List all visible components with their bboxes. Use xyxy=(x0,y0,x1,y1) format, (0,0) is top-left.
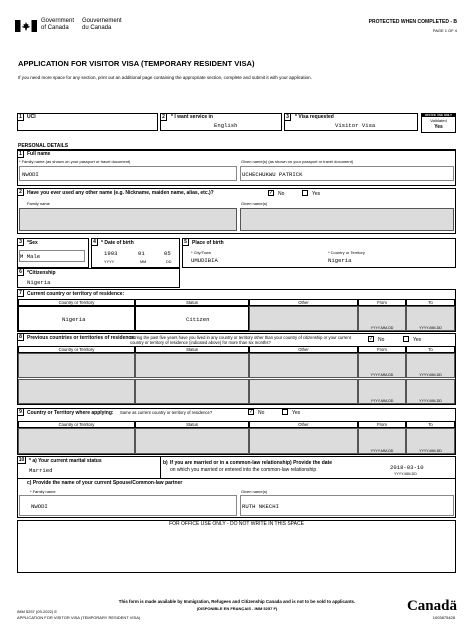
section-personal-details: PERSONAL DETAILS xyxy=(18,143,69,149)
q1-number: 1 xyxy=(17,150,24,158)
pob-label: Place of birth xyxy=(192,240,224,246)
previous-yes-label: Yes xyxy=(413,337,422,343)
q8-row2-from-format: YYYY-MM-DD xyxy=(370,399,394,403)
applying-yes-label: Yes xyxy=(292,410,301,416)
previous-residence-text: During the past five years have you lived in any country or territory other than your country of citizenship or your current country or territory of residence (indicated above) for more than six months? xyxy=(130,335,351,345)
dob-month-format: MM xyxy=(140,260,147,264)
barcode-number: 1003875428 xyxy=(432,615,455,620)
flag-logo xyxy=(15,19,37,31)
q8-row2-status[interactable] xyxy=(135,379,249,404)
q8-col-other: Other xyxy=(249,346,358,353)
q8-col-from: From xyxy=(358,346,406,353)
current-residence-label: Current country or territory of residence: xyxy=(27,291,125,297)
office-use-area xyxy=(17,520,456,573)
validated-value: Yes xyxy=(434,124,443,130)
other-family-input[interactable] xyxy=(19,208,237,231)
q6-number: 6 xyxy=(17,268,24,276)
pob-country-label: * Country or Territory xyxy=(328,250,365,255)
other-name-yes-checkbox[interactable] xyxy=(302,190,308,196)
q9-to-format: YYYY-MM-DD xyxy=(419,449,442,453)
service-label: * I want service in xyxy=(171,114,213,120)
footer-form-title: APPLICATION FOR VISITOR VISA (TEMPORARY RESIDENT VISA) xyxy=(17,615,141,620)
q9-number: 9 xyxy=(17,408,24,416)
q9-col-other: Other xyxy=(249,421,358,428)
applying-text: Same as current country or territory of residence? xyxy=(120,410,213,415)
q7-col-status: Status xyxy=(135,299,249,306)
q9-col-country: Country or Territory xyxy=(18,421,135,428)
family-name-label: * Family name (as shown on your passport or travel document) xyxy=(19,159,131,164)
q8-row1-from-format: YYYY-MM-DD xyxy=(370,373,394,377)
citizenship-value[interactable]: Nigeria xyxy=(27,279,51,286)
full-name-label: Full name xyxy=(27,151,51,157)
office-use-header: OFFICE USE ONLY xyxy=(421,113,456,117)
applying-label: Country or Territory where applying: xyxy=(27,410,114,416)
q8-col-to: To xyxy=(406,346,455,353)
spouse-given-label: Given name(s) xyxy=(241,489,268,494)
q7-number: 7 xyxy=(17,289,24,297)
q8-row2-other[interactable] xyxy=(249,379,358,404)
marital-divider xyxy=(160,457,161,478)
dob-label: * Date of birth xyxy=(101,240,134,246)
footer-made-by: This form is made available by Immigration, Refugees and Citizenship Canada and is not to be sold to applicants. xyxy=(118,599,356,604)
q7-to-format: YYYY-MM-DD xyxy=(419,326,442,330)
q9-col-from: From xyxy=(358,421,406,428)
visa-label: * Visa requested xyxy=(295,114,334,120)
q7-col-other: Other xyxy=(249,299,358,306)
q8-row1-to[interactable] xyxy=(406,353,455,378)
q9-other[interactable] xyxy=(249,428,358,454)
q8-row2-to-format: YYYY-MM-DD xyxy=(419,399,442,403)
q7-col-country: Country or Territory xyxy=(18,299,135,306)
footer-form-code: IMM 5257 (09-2022) E xyxy=(17,609,58,614)
q9-from[interactable] xyxy=(358,428,406,454)
q9-country[interactable] xyxy=(18,428,135,454)
q9-status[interactable] xyxy=(135,428,249,454)
q10-number: 10 xyxy=(18,457,25,463)
q7-to-cell[interactable] xyxy=(406,306,455,331)
gov-fr-1: Gouvernement xyxy=(82,18,122,24)
previous-residence-label: Previous countries or territories of residence: xyxy=(27,335,136,341)
marital-b-label: b) xyxy=(163,460,168,466)
dob-day-format: DD xyxy=(166,260,172,264)
q7-col-to: To xyxy=(406,299,455,306)
previous-no-checkbox[interactable]: ✓ xyxy=(369,336,374,342)
uci-label: UCI xyxy=(27,114,36,120)
q7-country-value: Nigeria xyxy=(62,316,86,323)
sex-value: M Male xyxy=(20,253,41,260)
other-family-label: Family name xyxy=(27,201,50,206)
q7-from-format: YYYY-MM-DD xyxy=(370,326,394,330)
other-name-no-checkbox[interactable]: ✓ xyxy=(269,190,274,196)
given-name-label: Given name(s) (as shown on your passport or travel document) xyxy=(241,159,354,164)
service-value: English xyxy=(214,122,238,129)
applying-yes-checkbox[interactable] xyxy=(282,409,288,415)
dob-month[interactable]: 01 xyxy=(138,250,145,257)
q8-number: 8 xyxy=(17,333,24,341)
marriage-date-format: YYYY-MM-DD xyxy=(394,472,417,476)
previous-no-label: No xyxy=(378,337,385,343)
q7-from-cell[interactable] xyxy=(358,306,406,331)
other-name-question: Have you ever used any other name (e.g. Nickname, maiden name, alias, etc.)? xyxy=(27,190,214,196)
applying-no-label: No xyxy=(258,410,265,416)
marital-b-text-2: on which you married or entered into the common-law relationship xyxy=(170,467,317,473)
q8-row2-from[interactable] xyxy=(358,379,406,404)
marital-value[interactable]: Married xyxy=(29,467,53,474)
previous-yes-checkbox[interactable] xyxy=(403,336,409,342)
q7-col-from: From xyxy=(358,299,406,306)
visa-value: Visitor Visa xyxy=(335,122,376,129)
marital-rule xyxy=(17,478,456,479)
marital-label: * a) Your current marital status xyxy=(29,458,102,464)
city-value[interactable]: UMUDIBIA xyxy=(191,257,218,264)
other-given-input[interactable] xyxy=(240,208,454,231)
other-name-yes-label: Yes xyxy=(312,191,321,197)
sex-label: *Sex xyxy=(27,240,38,246)
q8-row1-country[interactable] xyxy=(18,353,135,378)
q8-row2-country[interactable] xyxy=(18,379,135,404)
citizenship-label: *Citizenship xyxy=(27,270,56,276)
q8-col-country: Country or Territory xyxy=(18,346,135,353)
q5-number: 5 xyxy=(182,238,189,246)
q7-status-value: Citizen xyxy=(186,316,210,323)
gov-en-2: of Canada xyxy=(41,25,69,31)
given-name-value: UCHECHUKWU PATRICK xyxy=(242,171,303,178)
spouse-label: c) Provide the name of your current Spouse/Common-law partner xyxy=(27,480,183,486)
spouse-given-value: RUTH NKECHI xyxy=(242,503,279,510)
q3-number: 3 xyxy=(17,238,24,246)
q8-row2-to[interactable] xyxy=(406,379,455,404)
canada-wordmark: Canadä xyxy=(406,598,457,614)
spouse-family-input[interactable] xyxy=(19,495,237,516)
dob-year[interactable]: 1993 xyxy=(104,250,118,257)
uci-field[interactable] xyxy=(17,113,158,131)
instructions: If you need more space for any section, print out an additional page containing the appropriate section, complete and submit it with your application. xyxy=(18,75,312,80)
spouse-family-label: * Family name xyxy=(30,489,56,494)
q9-from-format: YYYY-MM-DD xyxy=(370,449,394,453)
q7-other-cell[interactable] xyxy=(249,306,358,331)
visa-number: 3 xyxy=(284,113,291,121)
q2-number: 2 xyxy=(17,188,24,196)
q8-row1-status[interactable] xyxy=(135,353,249,378)
other-name-no-label: No xyxy=(278,191,285,197)
gov-fr-2: du Canada xyxy=(82,25,112,31)
q9-col-to: To xyxy=(406,421,455,428)
uci-number: 1 xyxy=(17,113,24,121)
dob-day[interactable]: 05 xyxy=(164,250,171,257)
family-name-value: NWODI xyxy=(22,171,39,178)
page-number: PAGE 1 OF 4 xyxy=(432,28,457,33)
protected-label: PROTECTED WHEN COMPLETED - B xyxy=(368,19,457,25)
marriage-date[interactable]: 2018-03-10 xyxy=(390,464,424,471)
form-title: APPLICATION FOR VISITOR VISA (TEMPORARY RESIDENT VISA) xyxy=(18,59,255,68)
footer-french: (DISPONIBLE EN FRANÇAIS - IMM 5257 F) xyxy=(196,606,278,611)
service-number: 2 xyxy=(160,113,167,121)
applying-no-checkbox[interactable]: ✓ xyxy=(249,409,254,415)
q8-row1-from[interactable] xyxy=(358,353,406,378)
spouse-family-value: NWODI xyxy=(31,503,48,510)
q8-row1-to-format: YYYY-MM-DD xyxy=(419,373,442,377)
family-name-input[interactable] xyxy=(19,166,237,181)
q4-number: 4 xyxy=(91,238,98,246)
q8-row1-other[interactable] xyxy=(249,353,358,378)
validated-label: Validated xyxy=(430,118,447,123)
marital-b-text-1: If you are married or in a common-law relationship) Provide the date xyxy=(170,460,332,466)
city-label: * City/Town xyxy=(191,250,212,255)
q9-to[interactable] xyxy=(406,428,455,454)
q8-col-status: Status xyxy=(135,346,249,353)
office-use-label: FOR OFFICE USE ONLY - DO NOT WRITE IN THIS SPACE xyxy=(169,521,304,527)
q9-col-status: Status xyxy=(135,421,249,428)
pob-country-value[interactable]: Nigeria xyxy=(328,257,352,264)
dob-year-format: YYYY xyxy=(104,260,115,264)
gov-en-1: Government xyxy=(41,18,75,24)
other-given-label: Given name(s) xyxy=(241,201,268,206)
